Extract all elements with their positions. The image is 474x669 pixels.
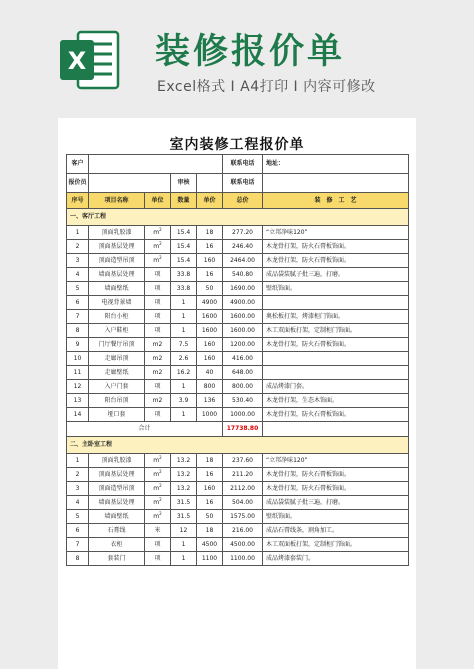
total-price[interactable]: 1600.00 bbox=[223, 324, 263, 338]
unit[interactable]: 项 bbox=[145, 324, 171, 338]
total-price[interactable]: 540.80 bbox=[223, 268, 263, 282]
unit[interactable]: $m^2$ bbox=[145, 468, 171, 482]
total-price[interactable]: 237.60 bbox=[223, 454, 263, 468]
table-row bbox=[67, 366, 409, 380]
quantity[interactable]: 7.5 bbox=[171, 338, 197, 352]
table-row bbox=[67, 240, 409, 254]
craft-desc[interactable]: 成品烤漆门套。 bbox=[263, 380, 409, 394]
table-row bbox=[67, 538, 409, 552]
craft-desc[interactable] bbox=[263, 352, 409, 366]
unit-price[interactable]: 160 bbox=[197, 352, 223, 366]
unit-price[interactable]: 160 bbox=[197, 482, 223, 496]
row-no[interactable]: 8 bbox=[67, 552, 89, 566]
excel-logo-letter: X bbox=[67, 47, 87, 75]
quoter-value[interactable] bbox=[89, 174, 171, 193]
square-superscript: 2 bbox=[159, 255, 162, 260]
table-row bbox=[67, 408, 409, 422]
row-no[interactable]: 3 bbox=[67, 254, 89, 268]
customer-value[interactable] bbox=[89, 155, 223, 174]
total-price[interactable]: 2112.00 bbox=[223, 482, 263, 496]
row-no[interactable]: 5 bbox=[67, 282, 89, 296]
banner bbox=[0, 0, 474, 112]
total-price[interactable]: 211.20 bbox=[223, 468, 263, 482]
item-name[interactable]: 电视背景墙 bbox=[89, 296, 145, 310]
item-name[interactable]: 顶面基层处理 bbox=[89, 468, 145, 482]
row-no[interactable]: 2 bbox=[67, 468, 89, 482]
craft-desc[interactable]: 木龙骨打架，防火石膏板饰面。 bbox=[263, 240, 409, 254]
quantity[interactable]: 13.2 bbox=[171, 482, 197, 496]
subtotal-value[interactable]: 17738.80 bbox=[223, 422, 263, 437]
craft-desc[interactable] bbox=[263, 296, 409, 310]
item-name[interactable]: 墙面壁纸 bbox=[89, 282, 145, 296]
address-label: 地址： bbox=[263, 155, 409, 174]
unit[interactable]: $m^2$ bbox=[145, 510, 171, 524]
phone2-label: 联系电话 bbox=[223, 174, 263, 193]
unit[interactable]: $m^2$ bbox=[145, 496, 171, 510]
total-price[interactable]: 1200.00 bbox=[223, 338, 263, 352]
unit[interactable]: 项 bbox=[145, 380, 171, 394]
item-name[interactable]: 顶面基层处理 bbox=[89, 240, 145, 254]
reviewer-label: 审核 bbox=[171, 174, 197, 193]
col-header-qty: 数量 bbox=[171, 193, 197, 209]
unit[interactable]: 项 bbox=[145, 268, 171, 282]
item-name[interactable]: 墙面基层处理 bbox=[89, 268, 145, 282]
row-no[interactable]: 2 bbox=[67, 240, 89, 254]
table-row bbox=[67, 324, 409, 338]
item-name[interactable]: 走廊壁纸 bbox=[89, 366, 145, 380]
craft-desc[interactable]: 木龙骨打架，防火石膏板饰面。 bbox=[263, 254, 409, 268]
craft-desc[interactable]: 木龙骨打架，防火石膏板饰面。 bbox=[263, 468, 409, 482]
excel-icon bbox=[58, 28, 122, 92]
row-no[interactable]: 13 bbox=[67, 394, 89, 408]
unit[interactable]: $m^2$ bbox=[145, 482, 171, 496]
unit[interactable]: m2 bbox=[145, 338, 171, 352]
table-row bbox=[67, 296, 409, 310]
item-name[interactable]: 石膏线 bbox=[89, 524, 145, 538]
item-name[interactable]: 顶面乳胶漆 bbox=[89, 454, 145, 468]
table-row bbox=[67, 394, 409, 408]
item-name[interactable]: 套装门 bbox=[89, 552, 145, 566]
row-no[interactable]: 7 bbox=[67, 538, 89, 552]
column-header-row bbox=[67, 193, 409, 209]
total-price[interactable]: 216.00 bbox=[223, 524, 263, 538]
quantity[interactable]: 16.2 bbox=[171, 366, 197, 380]
total-price[interactable]: 530.40 bbox=[223, 394, 263, 408]
row-no[interactable]: 12 bbox=[67, 380, 89, 394]
quote-table bbox=[66, 154, 409, 566]
quantity[interactable]: 1 bbox=[171, 552, 197, 566]
banner-subtitle: Excel格式 I A4打印 I 内容可修改 bbox=[157, 79, 376, 95]
section-row bbox=[67, 209, 409, 226]
unit[interactable]: 项 bbox=[145, 296, 171, 310]
col-header-name: 项目名称 bbox=[89, 193, 145, 209]
craft-desc[interactable]: 壁纸饰面。 bbox=[263, 510, 409, 524]
total-price[interactable]: 2464.00 bbox=[223, 254, 263, 268]
item-name[interactable]: 顶面乳胶漆 bbox=[89, 226, 145, 240]
subtotal-row bbox=[67, 422, 409, 437]
table-row bbox=[67, 552, 409, 566]
unit-price[interactable]: 800 bbox=[197, 380, 223, 394]
square-superscript: 2 bbox=[159, 227, 162, 232]
total-price[interactable]: 1100.00 bbox=[223, 552, 263, 566]
section-title: 二、主卧室工程 bbox=[67, 437, 409, 454]
total-price[interactable]: 1690.00 bbox=[223, 282, 263, 296]
phone-label: 联系电话 bbox=[223, 155, 263, 174]
unit[interactable]: 项 bbox=[145, 282, 171, 296]
square-superscript: 2 bbox=[159, 483, 162, 488]
quantity[interactable]: 12 bbox=[171, 524, 197, 538]
unit-price[interactable]: 4900 bbox=[197, 296, 223, 310]
row-no[interactable]: 4 bbox=[67, 496, 89, 510]
quantity[interactable]: 1 bbox=[171, 296, 197, 310]
total-price[interactable]: 416.00 bbox=[223, 352, 263, 366]
info-row-quoter bbox=[67, 174, 409, 193]
total-price[interactable]: 4500.00 bbox=[223, 538, 263, 552]
total-price[interactable]: 277.20 bbox=[223, 226, 263, 240]
total-price[interactable]: 1000.00 bbox=[223, 408, 263, 422]
quantity[interactable]: 31.5 bbox=[171, 510, 197, 524]
quantity[interactable]: 1 bbox=[171, 538, 197, 552]
section-row bbox=[67, 437, 409, 454]
total-price[interactable]: 4900.00 bbox=[223, 296, 263, 310]
quantity[interactable]: 1 bbox=[171, 408, 197, 422]
craft-desc[interactable]: 木工双面板打架，定制柜门饰面。 bbox=[263, 324, 409, 338]
craft-desc[interactable] bbox=[263, 366, 409, 380]
table-row bbox=[67, 254, 409, 268]
unit[interactable]: 项 bbox=[145, 538, 171, 552]
col-header-no: 序号 bbox=[67, 193, 89, 209]
unit-price[interactable]: 16 bbox=[197, 240, 223, 254]
row-no[interactable]: 6 bbox=[67, 296, 89, 310]
col-header-price: 单价 bbox=[197, 193, 223, 209]
subtotal-label: 合计 bbox=[67, 422, 223, 437]
unit-price[interactable]: 18 bbox=[197, 524, 223, 538]
col-header-unit: 单位 bbox=[145, 193, 171, 209]
unit-price[interactable]: 1600 bbox=[197, 324, 223, 338]
table-row bbox=[67, 282, 409, 296]
item-name[interactable]: 垭口套 bbox=[89, 408, 145, 422]
table-row bbox=[67, 268, 409, 282]
row-no[interactable]: 8 bbox=[67, 324, 89, 338]
craft-desc[interactable]: 木工双面板打架，定制柜门饰面。 bbox=[263, 538, 409, 552]
quantity[interactable]: 13.2 bbox=[171, 468, 197, 482]
unit[interactable]: 米 bbox=[145, 524, 171, 538]
row-no[interactable]: 4 bbox=[67, 268, 89, 282]
row-no[interactable]: 10 bbox=[67, 352, 89, 366]
square-superscript: 2 bbox=[159, 455, 162, 460]
item-name[interactable]: 墙面壁纸 bbox=[89, 510, 145, 524]
craft-desc[interactable]: “立邦净味120” bbox=[263, 454, 409, 468]
craft-desc[interactable]: 壁纸饰面。 bbox=[263, 282, 409, 296]
unit-price[interactable]: 16 bbox=[197, 268, 223, 282]
item-name[interactable]: 门厅餐厅吊顶 bbox=[89, 338, 145, 352]
quantity[interactable]: 1 bbox=[171, 380, 197, 394]
unit[interactable]: m2 bbox=[145, 352, 171, 366]
unit[interactable]: 项 bbox=[145, 408, 171, 422]
unit-price[interactable]: 50 bbox=[197, 510, 223, 524]
quote-sheet bbox=[58, 118, 416, 669]
item-name[interactable]: 顶面造型吊顶 bbox=[89, 254, 145, 268]
total-price[interactable]: 1600.00 bbox=[223, 310, 263, 324]
craft-desc[interactable]: “立邦净味120” bbox=[263, 226, 409, 240]
sheet-title: 室内装修工程报价单 bbox=[169, 137, 305, 153]
table-row bbox=[67, 338, 409, 352]
customer-label: 客户 bbox=[67, 155, 89, 174]
row-no[interactable]: 7 bbox=[67, 310, 89, 324]
unit-price[interactable]: 40 bbox=[197, 366, 223, 380]
unit[interactable]: $m^2$ bbox=[145, 254, 171, 268]
item-name[interactable]: 走廊吊顶 bbox=[89, 352, 145, 366]
unit-price[interactable]: 1000 bbox=[197, 408, 223, 422]
row-no[interactable]: 11 bbox=[67, 366, 89, 380]
table-row bbox=[67, 510, 409, 524]
subtotal-craft[interactable] bbox=[263, 422, 409, 437]
unit[interactable]: $m^2$ bbox=[145, 240, 171, 254]
square-superscript: 2 bbox=[159, 497, 162, 502]
item-name[interactable]: 顶面造型吊顶 bbox=[89, 482, 145, 496]
craft-desc[interactable]: 木龙骨打架，防火石膏板饰面。 bbox=[263, 408, 409, 422]
craft-desc[interactable]: 木龙骨打架，生态木饰面。 bbox=[263, 394, 409, 408]
unit[interactable]: 项 bbox=[145, 552, 171, 566]
phone2-value[interactable] bbox=[263, 174, 409, 193]
total-price[interactable]: 1575.00 bbox=[223, 510, 263, 524]
square-superscript: 2 bbox=[159, 469, 162, 474]
table-row bbox=[67, 482, 409, 496]
unit[interactable]: $m^2$ bbox=[145, 454, 171, 468]
table-row bbox=[67, 310, 409, 324]
quantity[interactable]: 15.4 bbox=[171, 226, 197, 240]
item-name[interactable]: 阳台吊顶 bbox=[89, 394, 145, 408]
table-row bbox=[67, 352, 409, 366]
quantity[interactable]: 15.4 bbox=[171, 240, 197, 254]
item-name[interactable]: 墙面基层处理 bbox=[89, 496, 145, 510]
table-row bbox=[67, 496, 409, 510]
unit-price[interactable]: 18 bbox=[197, 454, 223, 468]
row-no[interactable]: 6 bbox=[67, 524, 89, 538]
unit-price[interactable]: 50 bbox=[197, 282, 223, 296]
unit-price[interactable]: 18 bbox=[197, 226, 223, 240]
unit-price[interactable]: 16 bbox=[197, 496, 223, 510]
square-superscript: 2 bbox=[159, 511, 162, 516]
unit-price[interactable]: 4500 bbox=[197, 538, 223, 552]
unit[interactable]: 项 bbox=[145, 310, 171, 324]
total-price[interactable]: 504.00 bbox=[223, 496, 263, 510]
quantity[interactable]: 1 bbox=[171, 324, 197, 338]
table-row bbox=[67, 468, 409, 482]
unit-price[interactable]: 160 bbox=[197, 338, 223, 352]
total-price[interactable]: 800.00 bbox=[223, 380, 263, 394]
craft-desc[interactable]: 成品袋装腻子批三遍，打磨。 bbox=[263, 496, 409, 510]
craft-desc[interactable]: 木龙骨打架，防火石膏板饰面。 bbox=[263, 338, 409, 352]
info-row-customer bbox=[67, 155, 409, 174]
square-superscript: 2 bbox=[159, 241, 162, 246]
unit-price[interactable]: 1100 bbox=[197, 552, 223, 566]
item-name[interactable]: 入户鞋柜 bbox=[89, 324, 145, 338]
row-no[interactable]: 1 bbox=[67, 226, 89, 240]
quantity[interactable]: 15.4 bbox=[171, 254, 197, 268]
unit-price[interactable]: 1600 bbox=[197, 310, 223, 324]
table-row bbox=[67, 226, 409, 240]
row-no[interactable]: 1 bbox=[67, 454, 89, 468]
craft-desc[interactable]: 奥松板打架，烤漆柜门饰面。 bbox=[263, 310, 409, 324]
quantity[interactable]: 33.8 bbox=[171, 282, 197, 296]
table-row bbox=[67, 454, 409, 468]
item-name[interactable]: 衣柜 bbox=[89, 538, 145, 552]
row-no[interactable]: 9 bbox=[67, 338, 89, 352]
quantity[interactable]: 31.5 bbox=[171, 496, 197, 510]
item-name[interactable]: 阳台小柜 bbox=[89, 310, 145, 324]
reviewer-value[interactable] bbox=[197, 174, 223, 193]
row-no[interactable]: 3 bbox=[67, 482, 89, 496]
craft-desc[interactable]: 成品石膏线条，割角加工。 bbox=[263, 524, 409, 538]
craft-desc[interactable]: 木龙骨打架，防火石膏板饰面。 bbox=[263, 482, 409, 496]
craft-desc[interactable]: 成品袋装腻子批三遍，打磨。 bbox=[263, 268, 409, 282]
row-no[interactable]: 5 bbox=[67, 510, 89, 524]
col-header-craft: 装 修 工 艺 bbox=[263, 193, 409, 209]
unit-price[interactable]: 16 bbox=[197, 468, 223, 482]
quantity[interactable]: 1 bbox=[171, 310, 197, 324]
table-row bbox=[67, 524, 409, 538]
unit-price[interactable]: 160 bbox=[197, 254, 223, 268]
quantity[interactable]: 33.8 bbox=[171, 268, 197, 282]
craft-desc[interactable]: 成品烤漆套装门。 bbox=[263, 552, 409, 566]
banner-title: 装修报价单 bbox=[155, 32, 346, 72]
quantity[interactable]: 2.6 bbox=[171, 352, 197, 366]
section-title: 一、客厅工程 bbox=[67, 209, 409, 226]
unit[interactable]: $m^2$ bbox=[145, 226, 171, 240]
total-price[interactable]: 648.00 bbox=[223, 366, 263, 380]
item-name[interactable]: 入户门套 bbox=[89, 380, 145, 394]
total-price[interactable]: 246.40 bbox=[223, 240, 263, 254]
unit-price[interactable]: 136 bbox=[197, 394, 223, 408]
quantity[interactable]: 13.2 bbox=[171, 454, 197, 468]
quantity[interactable]: 3.9 bbox=[171, 394, 197, 408]
unit[interactable]: m2 bbox=[145, 394, 171, 408]
table-row bbox=[67, 380, 409, 394]
col-header-total: 总价 bbox=[223, 193, 263, 209]
unit[interactable]: m2 bbox=[145, 366, 171, 380]
quoter-label: 报价员 bbox=[67, 174, 89, 193]
row-no[interactable]: 14 bbox=[67, 408, 89, 422]
